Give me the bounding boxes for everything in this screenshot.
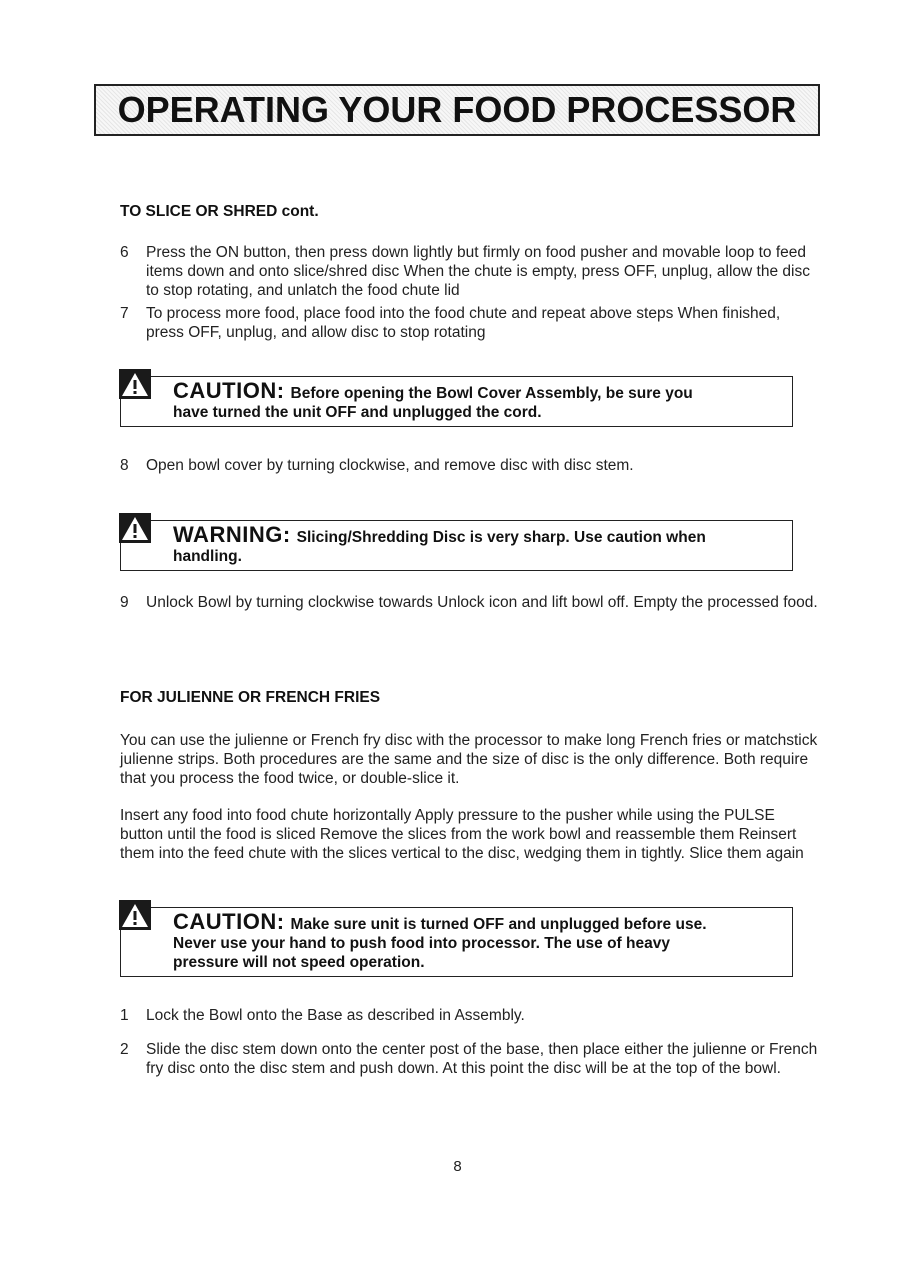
step-text: Lock the Bowl onto the Base as described in Assembly. [146, 1007, 525, 1024]
step-text: Press the ON button, then press down lightly but firmly on food pusher and movable loop to feed items down and onto slice/shred disc When the chute is empty, press OFF, unplug, allow the disc to stop rotating, and unlatch the food chute lid [146, 244, 810, 299]
step-number: 1 [120, 1007, 129, 1024]
step-6 [120, 243, 820, 300]
title-banner [94, 84, 820, 136]
step-number: 7 [120, 305, 129, 322]
warning-label: WARNING: [173, 522, 291, 547]
step-text: Unlock Bowl by turning clockwise towards Unlock icon and lift bowl off. Empty the processed food. [146, 594, 818, 611]
julienne-intro-paragraph: You can use the julienne or French fry disc with the processor to make long French fries or matchstick julienne strips. Both procedures are the same and the size of disc is the only difference. Both require that you process the food twice, or double-slice it. [120, 732, 818, 787]
caution-line-1 [173, 909, 780, 934]
step-number: 2 [120, 1041, 129, 1058]
step-8 [120, 456, 820, 475]
step-number: 8 [120, 457, 129, 474]
julienne-step-2 [120, 1040, 820, 1078]
warning-triangle-icon [119, 513, 151, 543]
caution-line-2: Never use your hand to push food into processor. The use of heavy [173, 935, 670, 952]
caution-line-2: have turned the unit OFF and unplugged the cord. [173, 404, 542, 421]
page-title: OPERATING YOUR FOOD PROCESSOR [117, 89, 797, 130]
warning-triangle-icon [119, 900, 151, 930]
caution-line-3: pressure will not speed operation. [173, 954, 425, 971]
warning-line-1 [173, 522, 780, 547]
warning-triangle-icon [119, 369, 151, 399]
julienne-step-1 [120, 1006, 820, 1025]
step-text: Slide the disc stem down onto the center post of the base, then place either the julienne or French fry disc onto the disc stem and push down. At this point the disc will be at the top of the bowl. [146, 1041, 818, 1077]
step-number: 6 [120, 244, 129, 261]
caution-line-1 [173, 378, 780, 403]
step-text: Open bowl cover by turning clockwise, and remove disc with disc stem. [146, 457, 634, 474]
section-heading-slice-shred: TO SLICE OR SHRED cont. [120, 203, 319, 220]
warning-text: Slicing/Shredding Disc is very sharp. Use caution when [296, 529, 706, 546]
step-number: 9 [120, 594, 129, 611]
caution-label: CAUTION: [173, 909, 285, 934]
caution-box-unplug [120, 907, 793, 977]
warning-box-sharp-disc [120, 520, 793, 571]
julienne-method-paragraph: Insert any food into food chute horizontally Apply pressure to the pusher while using the PULSE button until the food is sliced Remove the slices from the work bowl and reassemble them Reinsert them into the feed chute with the slices vertical to the disc, wedging them in tightly. Slice them again [120, 807, 804, 862]
caution-text: Make sure unit is turned OFF and unplugged before use. [290, 916, 707, 933]
warning-line-2: handling. [173, 548, 242, 565]
caution-label: CAUTION: [173, 378, 285, 403]
step-7 [120, 304, 820, 342]
step-text: To process more food, place food into the food chute and repeat above steps When finished, press OFF, unplug, and allow disc to stop rotating [146, 305, 781, 341]
caution-text: Before opening the Bowl Cover Assembly, be sure you [290, 385, 693, 402]
page-number: 8 [453, 1158, 462, 1175]
caution-box-bowl-cover [120, 376, 793, 427]
step-9 [120, 593, 820, 612]
section-heading-julienne: FOR JULIENNE OR FRENCH FRIES [120, 689, 381, 706]
